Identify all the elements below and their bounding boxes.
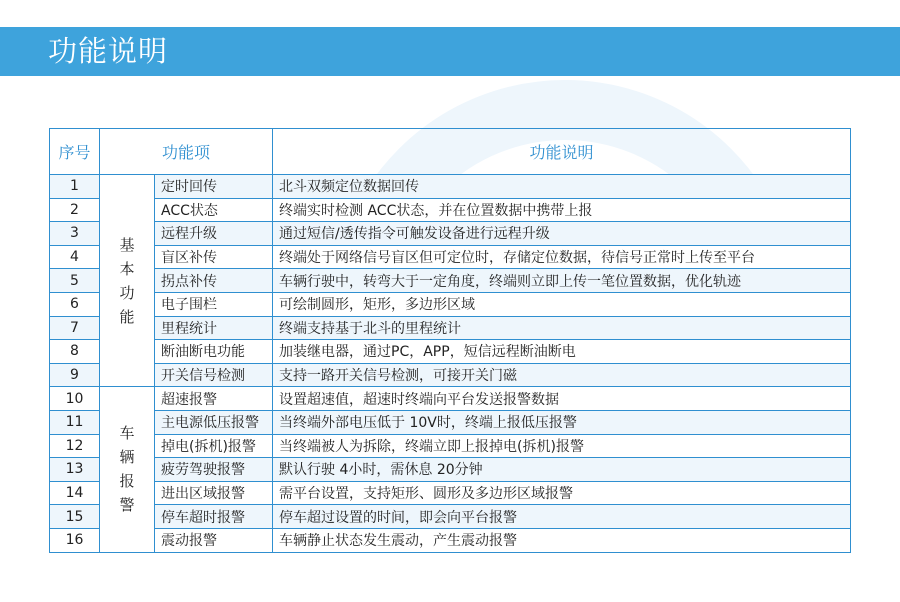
page-title: 功能说明 [48,34,169,68]
table-row [50,481,851,505]
row-number: 7 [50,316,100,340]
feature-name: ACC状态 [155,198,273,222]
table-row [50,175,851,199]
table-row [50,340,851,364]
table-row [50,387,851,411]
feature-description: 停车超过设置的时间，即会向平台报警 [273,505,851,529]
feature-name: 停车超时报警 [155,505,273,529]
row-number: 11 [50,410,100,434]
feature-name: 盲区补传 [155,245,273,269]
group-label: 车辆报警 [119,424,135,515]
table-row [50,434,851,458]
row-number: 14 [50,481,100,505]
feature-name: 进出区域报警 [155,481,273,505]
header-band [0,27,900,76]
feature-description: 通过短信/透传指令可触发设备进行远程升级 [273,222,851,246]
feature-name: 远程升级 [155,222,273,246]
feature-name: 电子围栏 [155,292,273,316]
feature-name: 疲劳驾驶报警 [155,458,273,482]
row-number: 12 [50,434,100,458]
feature-description: 车辆行驶中，转弯大于一定角度，终端则立即上传一笔位置数据，优化轨迹 [273,269,851,293]
row-number: 9 [50,363,100,387]
feature-description: 加装继电器，通过PC，APP，短信远程断油断电 [273,340,851,364]
table-row [50,363,851,387]
row-number: 6 [50,292,100,316]
header-desc: 功能说明 [273,129,851,175]
row-number: 2 [50,198,100,222]
row-number: 4 [50,245,100,269]
feature-description: 可绘制圆形，矩形，多边形区域 [273,292,851,316]
table-row [50,292,851,316]
table-header-row [50,129,851,175]
header-no: 序号 [50,129,100,175]
group-label: 基本功能 [119,235,135,326]
row-number: 1 [50,175,100,199]
feature-description: 设置超速值，超速时终端向平台发送报警数据 [273,387,851,411]
table-row [50,410,851,434]
feature-description: 终端实时检测 ACC状态，并在位置数据中携带上报 [273,198,851,222]
header-feature: 功能项 [100,129,273,175]
table-row [50,528,851,552]
row-number: 16 [50,528,100,552]
feature-description: 默认行驶 4小时，需休息 20分钟 [273,458,851,482]
feature-description: 当终端外部电压低于 10V时，终端上报低压报警 [273,410,851,434]
feature-table [49,128,851,553]
feature-description: 需平台设置，支持矩形、圆形及多边形区域报警 [273,481,851,505]
row-number: 5 [50,269,100,293]
table-row [50,505,851,529]
feature-name: 拐点补传 [155,269,273,293]
feature-name: 里程统计 [155,316,273,340]
table-row [50,269,851,293]
group-cell [100,387,155,552]
table-row [50,458,851,482]
row-number: 15 [50,505,100,529]
feature-name: 震动报警 [155,528,273,552]
feature-description: 当终端被人为拆除，终端立即上报掉电(拆机)报警 [273,434,851,458]
group-cell [100,175,155,387]
feature-name: 定时回传 [155,175,273,199]
feature-name: 断油断电功能 [155,340,273,364]
feature-description: 车辆静止状态发生震动，产生震动报警 [273,528,851,552]
feature-name: 超速报警 [155,387,273,411]
feature-description: 终端处于网络信号盲区但可定位时，存储定位数据，待信号正常时上传至平台 [273,245,851,269]
feature-description: 北斗双频定位数据回传 [273,175,851,199]
table-row [50,198,851,222]
feature-description: 终端支持基于北斗的里程统计 [273,316,851,340]
row-number: 10 [50,387,100,411]
table-row [50,222,851,246]
row-number: 13 [50,458,100,482]
row-number: 8 [50,340,100,364]
row-number: 3 [50,222,100,246]
feature-description: 支持一路开关信号检测，可接开关门磁 [273,363,851,387]
feature-name: 开关信号检测 [155,363,273,387]
table-row [50,316,851,340]
feature-name: 主电源低压报警 [155,410,273,434]
feature-name: 掉电(拆机)报警 [155,434,273,458]
table-row [50,245,851,269]
